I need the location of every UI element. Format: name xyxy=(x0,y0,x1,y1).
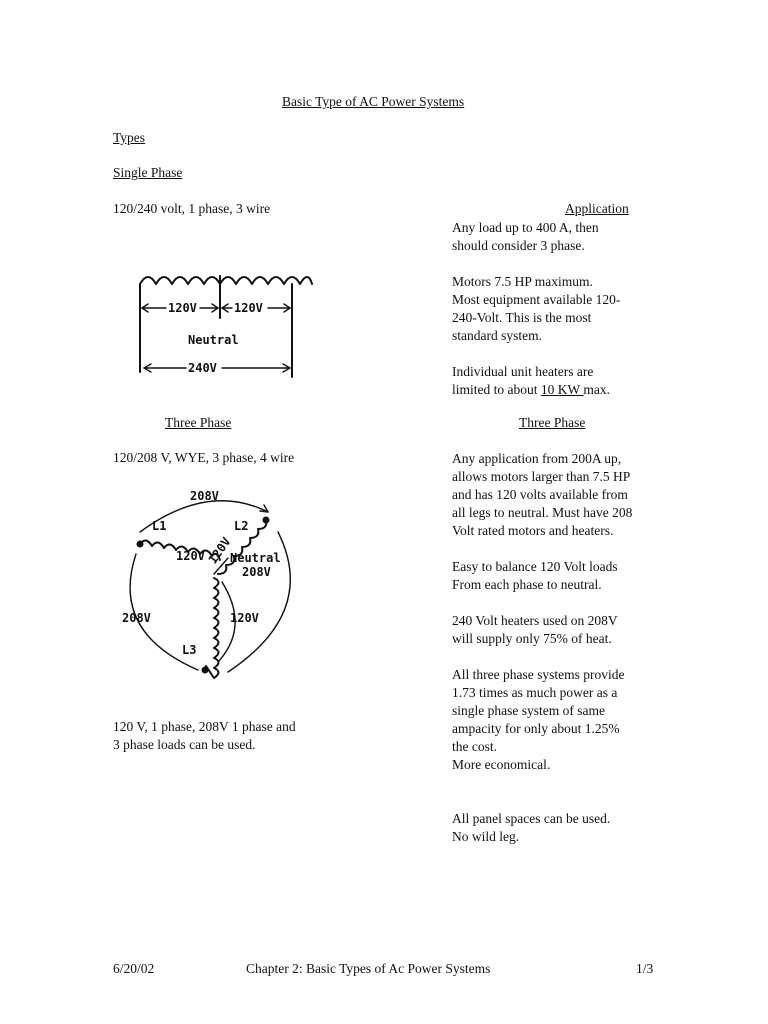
application-line: Volt rated motors and heaters. xyxy=(452,523,614,538)
types-heading: Types xyxy=(113,130,146,145)
three-phase-heading-left: Three Phase xyxy=(165,415,232,430)
application-line: All three phase systems provide xyxy=(452,667,625,682)
l2-neutral-voltage-label: 120V xyxy=(205,534,234,567)
limit-suffix: max. xyxy=(583,382,610,397)
single-phase-application xyxy=(452,219,620,399)
application-line: ampacity for only about 1.25% xyxy=(452,721,620,736)
three-phase-wye-diagram xyxy=(118,482,318,692)
application-line xyxy=(452,594,632,612)
application-line: Most equipment available 120- xyxy=(452,292,621,307)
three-phase-spec: 120/208 V, WYE, 3 phase, 4 wire xyxy=(113,450,295,465)
application-line: and has 120 volts available from xyxy=(452,487,628,502)
application-line: will supply only 75% of heat. xyxy=(452,631,612,646)
neutral-label: Neutral xyxy=(230,551,281,565)
right-voltage-label: 120V xyxy=(234,301,263,315)
top-voltage-label: 208V xyxy=(190,489,219,503)
single-phase-heading: Single Phase xyxy=(113,165,183,180)
application-line: Any application from 200A up, xyxy=(452,451,622,466)
l3-terminal xyxy=(202,667,209,674)
application-line xyxy=(452,792,632,810)
application-line: 240 Volt heaters used on 208V xyxy=(452,613,618,628)
l3-label: L3 xyxy=(182,643,197,657)
application-line: Motors 7.5 HP maximum. xyxy=(452,274,593,289)
left-voltage-label: 120V xyxy=(168,301,197,315)
limit-value: 10 KW xyxy=(540,382,584,397)
application-line: single phase system of same xyxy=(452,703,605,718)
application-line: More economical. xyxy=(452,757,551,772)
l1-neutral-voltage-label: 120V xyxy=(176,549,205,563)
page-title: Basic Type of AC Power Systems xyxy=(282,94,465,109)
application-line: the cost. xyxy=(452,739,497,754)
footer-chapter: Chapter 2: Basic Types of Ac Power Systems xyxy=(246,961,491,976)
application-line xyxy=(452,345,620,363)
three-phase-application xyxy=(452,450,632,846)
application-line: Any load up to 400 A, then xyxy=(452,220,599,235)
application-line: 240-Volt. This is the most xyxy=(452,310,592,325)
application-line: 1.73 times as much power as a xyxy=(452,685,618,700)
application-line: standard system. xyxy=(452,328,542,343)
application-line: Individual unit heaters are xyxy=(452,364,594,379)
footer-date: 6/20/02 xyxy=(113,961,155,976)
heater-limit-line xyxy=(452,381,620,399)
single-phase-diagram xyxy=(120,262,320,392)
application-line xyxy=(452,648,632,666)
application-line xyxy=(452,540,632,558)
left-voltage-label: 208V xyxy=(122,611,151,625)
application-line: should consider 3 phase. xyxy=(452,238,585,253)
loads-line: 3 phase loads can be used. xyxy=(113,737,256,752)
footer-page-number: 1/3 xyxy=(636,961,654,976)
transformer-coil xyxy=(140,277,312,284)
application-line: all legs to neutral. Must have 208 xyxy=(452,505,633,520)
application-line xyxy=(452,255,620,273)
l3-neutral-voltage-label: 120V xyxy=(230,611,259,625)
l2-label: L2 xyxy=(234,519,249,533)
application-heading: Application xyxy=(565,201,629,216)
total-voltage-label: 240V xyxy=(188,361,217,375)
application-line: allows motors larger than 7.5 HP xyxy=(452,469,631,484)
application-line xyxy=(452,774,632,792)
loads-line: 120 V, 1 phase, 208V 1 phase and xyxy=(113,719,296,734)
right-voltage-label: 208V xyxy=(242,565,271,579)
application-line: No wild leg. xyxy=(452,829,520,844)
l1-label: L1 xyxy=(152,519,167,533)
application-line: Easy to balance 120 Volt loads xyxy=(452,559,618,574)
limit-prefix: limited to about xyxy=(452,382,541,397)
three-phase-heading-right: Three Phase xyxy=(519,415,586,430)
neutral-label: Neutral xyxy=(188,333,239,347)
single-phase-spec: 120/240 volt, 1 phase, 3 wire xyxy=(113,201,271,216)
three-phase-loads xyxy=(113,718,296,754)
application-line: All panel spaces can be used. xyxy=(452,811,611,826)
application-line: From each phase to neutral. xyxy=(452,577,602,592)
